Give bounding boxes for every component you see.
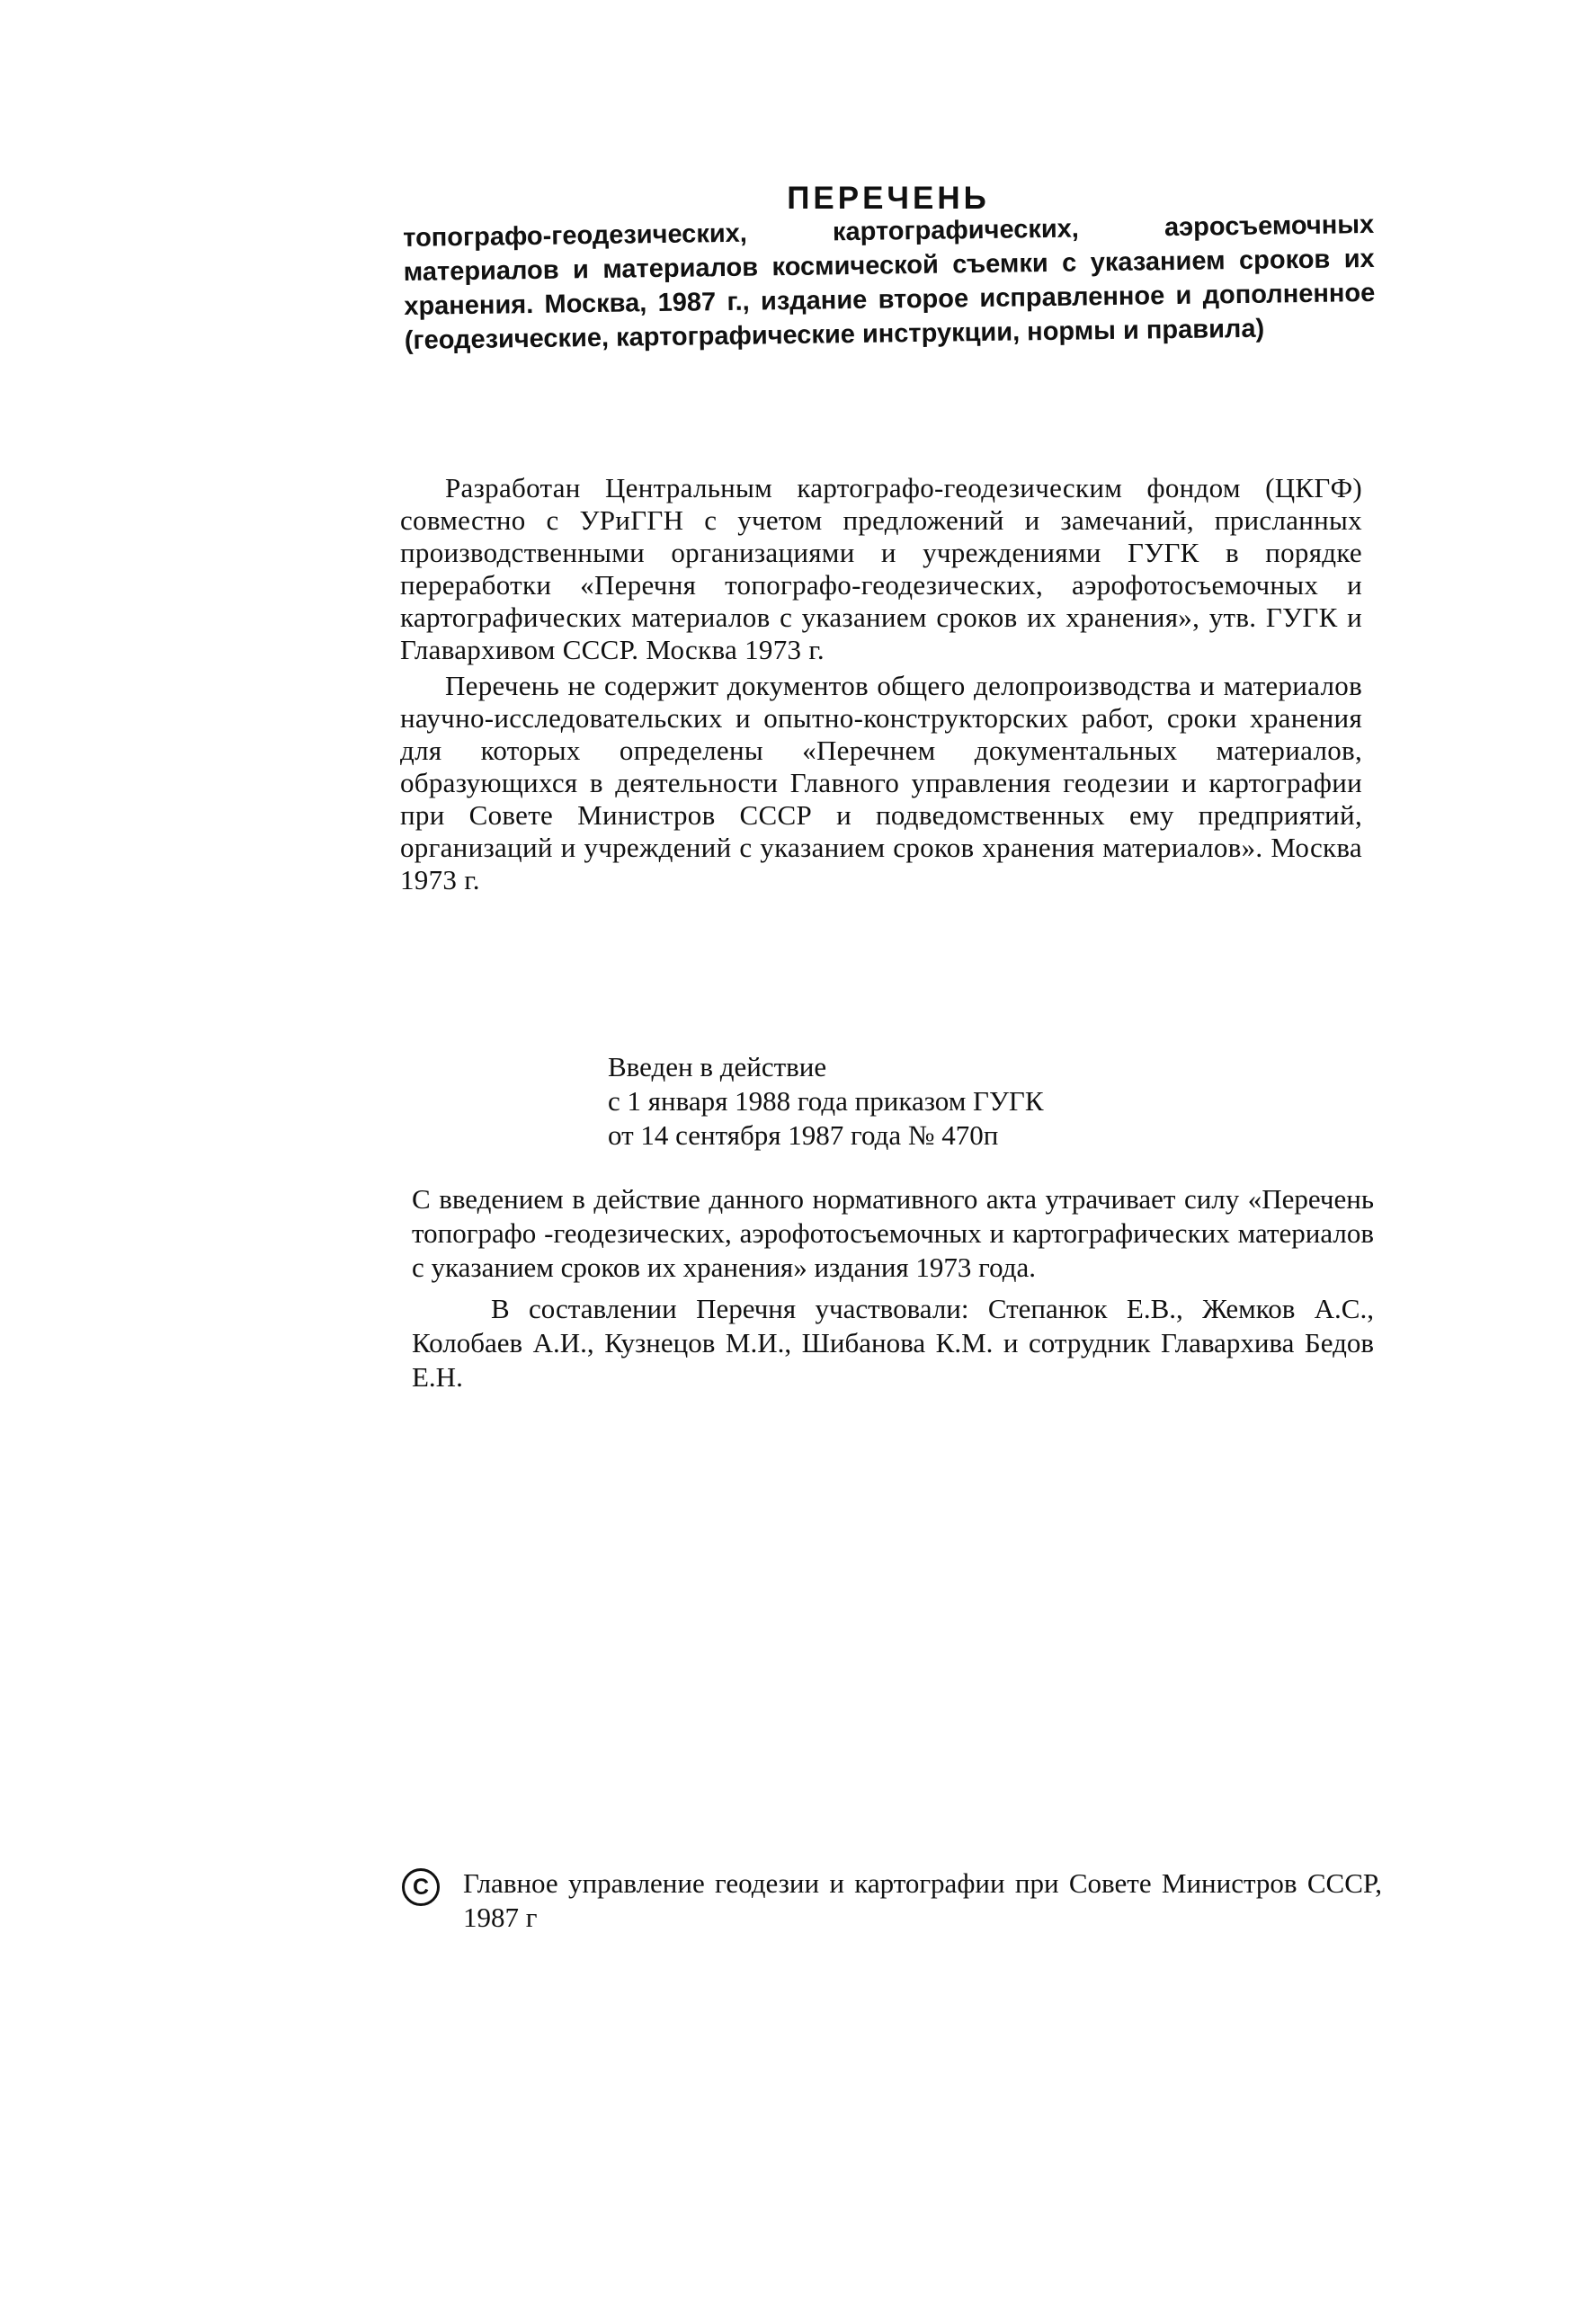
supersede-section [412, 1182, 1374, 1402]
title-block [403, 180, 1374, 358]
copyright-text: Главное управление геодезии и картографии при Совете Министров СССР, 1987 г [463, 1867, 1382, 1933]
developer-paragraph: Разработан Центральным картографо-геодезическим фондом (ЦКГФ) совместно с УРиГГН с учетом предложений и замечаний, присланных производственными организациями и учреждениями ГУГК в порядке переработки «Перечня топографо-геодезических, аэрофотосъемочных и картографических материалов с указанием сроков их хранения», утв. ГУГК и Главархивом СССР. Москва 1973 г. [400, 472, 1362, 665]
scope-paragraph: Перечень не содержит документов общего делопроизводства и материалов научно-исследовательских и опытно-конструкторских работ, сроки хранения для которых определены «Перечнем документальных материалов, образующихся в деятельности Главного управления геодезии и картографии при Совете Министров СССР и подведомственных ему предприятий, организаций и учреждений с указанием сроков хранения материалов». Москва 1973 г. [400, 670, 1362, 895]
contributors-paragraph: В составлении Перечня участвовали: Степанюк Е.В., Жемков А.С., Колобаев А.И., Кузнецов М.И., Шибанова К.М. и сотрудник Главархива Бедов Е.Н. [412, 1293, 1374, 1393]
enactment-line-3: от 14 сентября 1987 года № 470п [608, 1119, 999, 1151]
document-subtitle: топографо-геодезических, картографических, аэросъемочных материалов и материалов космической съемки с указанием сроков их хранения. Москва, 1987 г., издание второе исправленное и дополненное (геодезические, картографические инструкции, нормы и правила) [403, 209, 1376, 355]
copyright-icon: C [402, 1868, 440, 1906]
document-title: ПЕРЕЧЕНЬ [787, 181, 990, 216]
copyright-block [402, 1866, 1382, 1935]
supersede-paragraph: С введением в действие данного нормативного акта утрачивает силу «Перечень топографо -геодезических, аэрофотосъемочных и картографических материалов с указанием сроков их хранения» издания 1973 года. [412, 1183, 1374, 1283]
enactment-block [608, 1050, 1255, 1153]
enactment-line-2: с 1 января 1988 года приказом ГУГК [608, 1085, 1044, 1117]
intro-section [400, 472, 1362, 900]
enactment-line-1: Введен в действие [608, 1051, 827, 1082]
